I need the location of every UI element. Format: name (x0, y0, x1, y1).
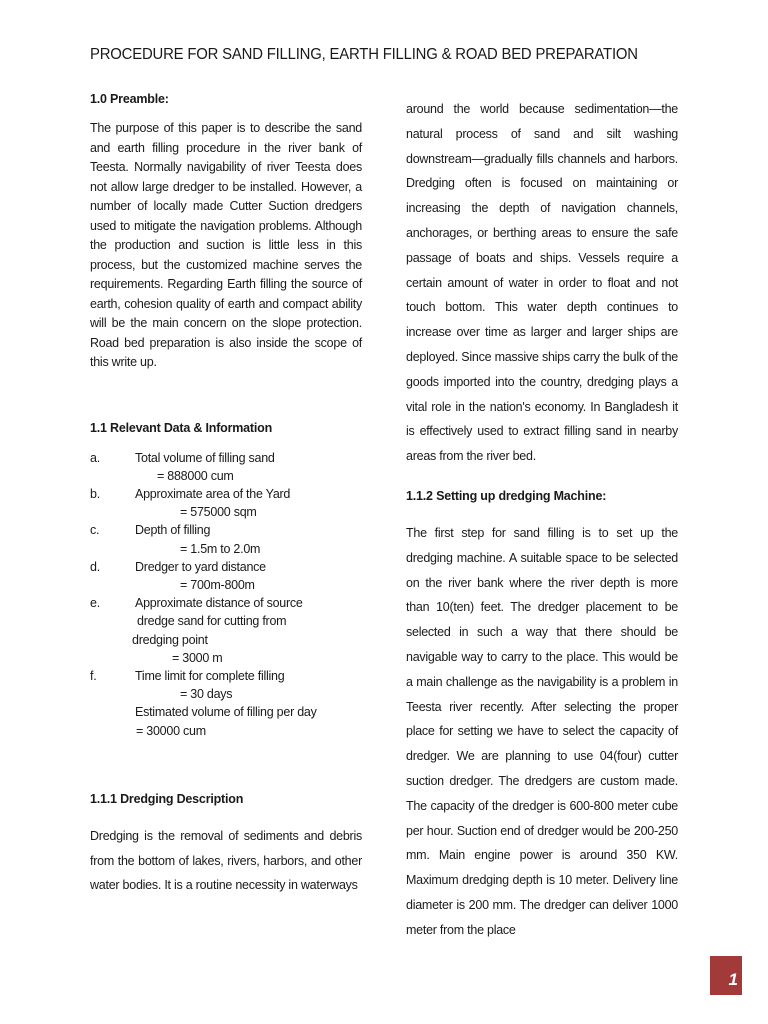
item-letter: f. (90, 668, 97, 683)
item-extra: Estimated volume of filling per day (135, 705, 317, 720)
right-column (406, 97, 678, 943)
list-item (90, 521, 362, 557)
dredging-description-continued: around the world because sedimentation—the natural process of sand and silt washing downstream—gradually fills channels and harbors. Dredging often is focused on maintaining or increasing the depth of navigation channels, anchorages, or berthing areas to ensure the safe passage of boats and ships. Vessels require a certain amount of water in order to float and not touch bottom. This water depth continues to increase over time as larger and larger ships are deployed. Since massive ships carry the bulk of the goods imported into the country, dredging plays a vital role in the nation's economy. In Bangladesh it is effectively used to extract filling sand in nearby areas from the river bed. (406, 102, 678, 464)
item-letter: a. (90, 450, 100, 465)
item-label-line2: dredge sand for cutting from (137, 614, 287, 629)
list-item (90, 449, 362, 485)
dredging-description-heading: 1.1.1 Dredging Description (90, 791, 244, 806)
item-letter: b. (90, 486, 100, 501)
list-item (90, 558, 362, 594)
item-extra-value: = 30000 cum (136, 723, 206, 738)
left-column (90, 92, 362, 898)
relevant-data-list (90, 449, 362, 740)
list-item (90, 667, 362, 740)
item-value: = 1.5m to 2.0m (180, 541, 261, 556)
item-label-line3: dredging point (132, 632, 208, 647)
item-label: Approximate distance of source (135, 596, 303, 611)
document-title: PROCEDURE FOR SAND FILLING, EARTH FILLING & ROAD BED PREPARATION (90, 46, 638, 63)
item-letter: d. (90, 559, 100, 574)
page-number-badge (710, 956, 742, 995)
preamble-text: The purpose of this paper is to describe the sand and earth filling procedure in the river bank of Teesta. Normally navigability of river Teesta does not allow large dredger to be installed. However, a number of locally made Cutter Suction dredgers used to mitigate the navigation problems. Although the production and suction is little less in this process, but the customized machine serves the requirements. Regarding Earth filling the source of earth, cohesion quality of earth and compact ability will be the main concern on the slope protection. Road bed preparation is also inside the scope of this write up. (90, 121, 362, 369)
dredging-setup-text: The first step for sand filling is to set up the dredging machine. A suitable space to be selected on the river bank where the river depth is more than 10(ten) feet. The dredger placement to be selected in such a way that there should be navigable way to carry to the place. This would be a main challenge as the navigability is a problem in Teesta river recently. After selecting the proper place for setting we have to select the capacity of dredger. We are planning to use 04(four) cutter suction dredger. The dredgers are custom made. The capacity of the dredger is 600-800 meter cube per hour. Suction end of dredger would be 200-250 mm. Main engine power is around 350 KW. Maximum dredging depth is 10 meter. Delivery line diameter is 200 mm. The dredger can deliver 1000 meter from the place (406, 525, 678, 937)
item-value: = 3000 m (172, 650, 223, 665)
list-item (90, 594, 362, 667)
item-letter: c. (90, 523, 100, 538)
item-value: = 700m-800m (180, 577, 255, 592)
item-label: Approximate area of the Yard (135, 486, 291, 501)
item-value: = 575000 sqm (180, 505, 257, 520)
item-letter: e. (90, 596, 100, 611)
item-value: = 888000 cum (157, 468, 234, 483)
dredging-description-text: Dredging is the removal of sediments and debris from the bottom of lakes, rivers, harbors, and other water bodies. It is a routine necessity in waterways (90, 828, 362, 893)
list-item (90, 485, 362, 521)
item-label: Total volume of filling sand (135, 450, 275, 465)
item-label: Depth of filling (135, 523, 211, 538)
item-value: = 30 days (180, 687, 233, 702)
relevant-data-heading: 1.1 Relevant Data & Information (90, 420, 273, 435)
preamble-heading: 1.0 Preamble: (90, 92, 169, 106)
dredging-setup-heading: 1.1.2 Setting up dredging Machine: (406, 488, 607, 503)
item-label: Time limit for complete filling (135, 668, 285, 683)
page-number: 1 (728, 970, 738, 989)
item-label: Dredger to yard distance (135, 559, 266, 574)
